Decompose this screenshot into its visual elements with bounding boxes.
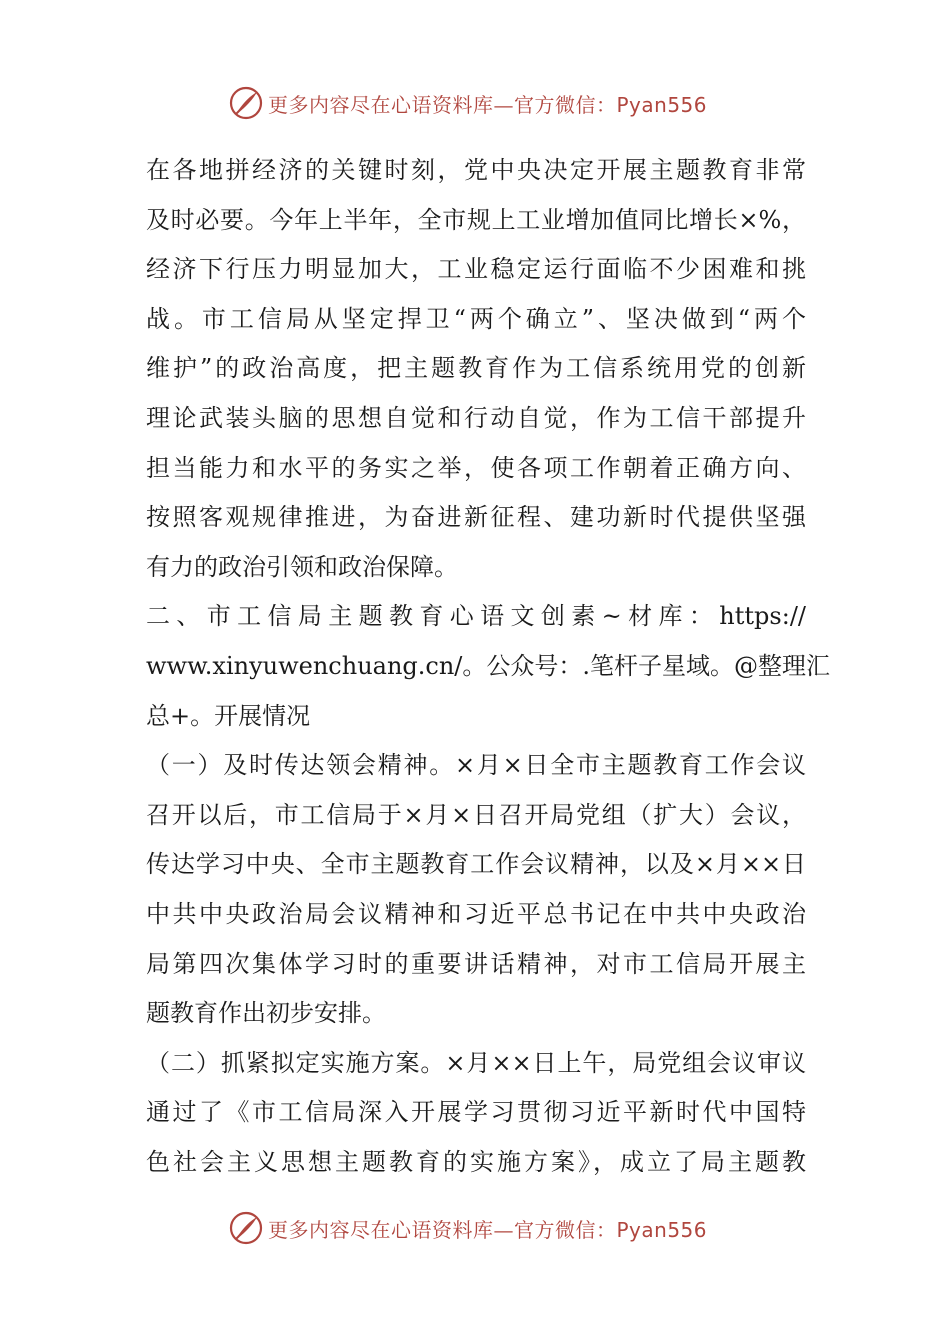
text-line: 传达学习中央、全市主题教育工作会议精神，以及×月××日 (146, 850, 806, 879)
text-line: 担当能力和水平的务实之举，使各项工作朝着正确方向、 (146, 453, 806, 482)
banner-main-text: 更多内容尽在心语资料库— (268, 92, 514, 117)
text-line: 局第四次集体学习时的重要讲话精神，对市工信局开展主 (146, 949, 806, 978)
section-heading-line: 总+。开展情况 (146, 701, 311, 730)
banner-text (268, 1214, 707, 1243)
banner-text (268, 89, 707, 118)
text-line: 及时必要。今年上半年，全市规上工业增加值同比增长×%， (146, 205, 806, 234)
banner-wechat-label: 官方微信： (514, 92, 617, 117)
text-line: 按照客观规律推进，为奋进新征程、建功新时代提供坚强 (146, 503, 806, 532)
text-line: 有力的政治引领和政治保障。 (146, 552, 458, 581)
banner-wechat-label: 官方微信： (514, 1217, 617, 1242)
banner-main-text: 更多内容尽在心语资料库— (268, 1217, 514, 1242)
text-line: 色社会主义思想主题教育的实施方案》，成立了局主题教 (146, 1147, 806, 1176)
text-line: 战。市工信局从坚定捍卫“两个确立”、坚决做到“两个 (146, 304, 806, 333)
quill-logo-icon (228, 1210, 264, 1246)
header-watermark-banner (228, 83, 748, 123)
quill-logo-icon (228, 85, 264, 121)
section-heading-line: 二、市工信局主题教育心语文创素~材库：https:// (146, 602, 806, 631)
text-line: 中共中央政治局会议精神和习近平总书记在中共中央政治 (146, 899, 806, 928)
text-line: （二）抓紧拟定实施方案。×月××日上午，局党组会议审议 (146, 1048, 806, 1077)
document-body (146, 146, 831, 1187)
footer-watermark-banner (228, 1208, 748, 1248)
text-line: 通过了《市工信局深入开展学习贯彻习近平新时代中国特 (146, 1098, 806, 1127)
section-heading-line: www.xinyuwenchuang.cn/。公众号：.笔杆子星域。@整理汇 (146, 651, 831, 680)
banner-wechat-id: Pyan556 (616, 92, 708, 117)
text-line: 题教育作出初步安排。 (146, 999, 386, 1028)
text-line: 召开以后，市工信局于×月×日召开局党组（扩大）会议， (146, 800, 806, 829)
text-line: 在各地拼经济的关键时刻，党中央决定开展主题教育非常 (146, 156, 806, 184)
banner-wechat-id: Pyan556 (616, 1217, 708, 1242)
text-line: 理论武装头脑的思想自觉和行动自觉，作为工信干部提升 (146, 403, 806, 432)
text-line: 维护”的政治高度，把主题教育作为工信系统用党的创新 (146, 354, 806, 383)
text-line: （一）及时传达领会精神。×月×日全市主题教育工作会议 (146, 751, 806, 780)
text-line: 经济下行压力明显加大，工业稳定运行面临不少困难和挑 (146, 255, 806, 284)
